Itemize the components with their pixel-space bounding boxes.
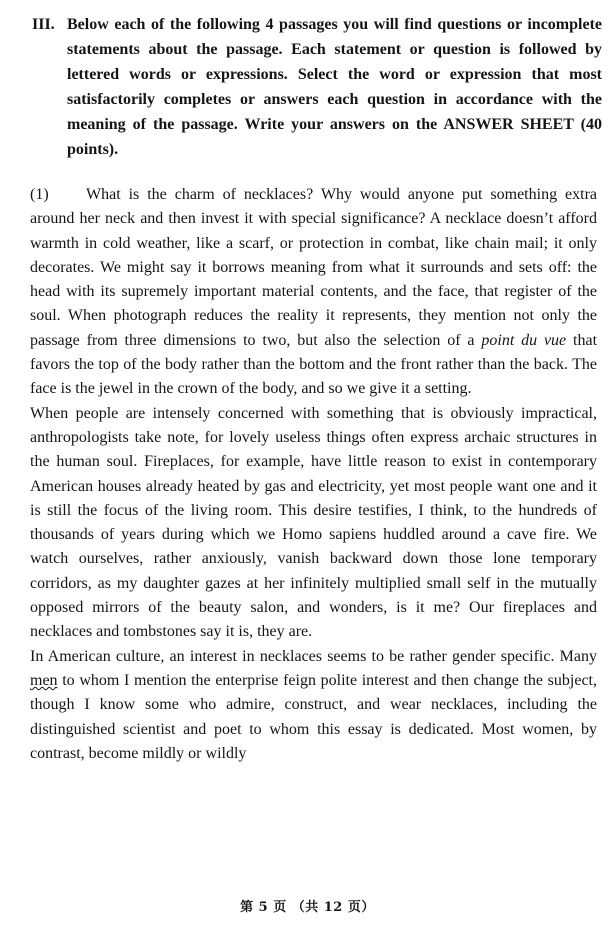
paragraph-3 — [30, 645, 597, 766]
instructions-text: Below each of the following 4 passages you will find questions or incomplete statements about the passage. Each statement or question is followed by lettered words or expressions. Select the word or expression that most satisfactorily completes or answers each question in accordance with the meaning of the passage. Write your answers on the ANSWER SHEET (40 points). — [67, 16, 602, 158]
section-instructions — [32, 12, 602, 162]
section-number: III. — [32, 16, 55, 33]
page-footer: 第 5 页 （共 12 页） — [240, 900, 375, 915]
paragraph-3-text-b: to whom I mention the enterprise feign polite interest and then change the subject, though I know some who admire, construct, and wear necklaces, including the distinguished scientist and poet to whom this essay is dedicated. Most women, by contrast, become mildly or wildly — [30, 671, 597, 762]
paragraph-1-text-a: What is the charm of necklaces? Why would anyone put something extra around her neck and then invest it with special significance? A necklace doesn’t afford warmth in cold weather, like a scarf, or protection in combat, like chain mail; it only decorates. We might say it borrows meaning from what it surrounds and sets off: the head with its supremely important material contents, and the face, that register of the soul. When photograph reduces the reality it represents, they mention not only the passage from three dimensions to two, but also the selection of a — [30, 186, 597, 349]
passage-1 — [30, 183, 597, 766]
paragraph-1-text-b: that favors the top of the body rather than the bottom and the front rather than the back. The face is the jewel in the crown of the body, and so we give it a setting. — [30, 331, 598, 398]
marked-word: men — [30, 671, 58, 689]
paragraph-1 — [30, 183, 597, 402]
passage-label: (1) — [30, 186, 49, 203]
paragraph-3-text-a: In American culture, an interest in necklaces seems to be rather gender specific. Many — [30, 647, 597, 665]
italic-phrase: point du vue — [481, 331, 567, 349]
paragraph-2: When people are intensely concerned with something that is obviously impractical, anthropologists take note, for lovely useless things often express archaic structures in the human soul. Fireplaces, for example, have little reason to exist in contemporary American houses already heated by gas and electricity, yet most people want one and it is still the focus of the living room. This desire testifies, I think, to the hundreds of thousands of years during which we Homo sapiens huddled around a cave fire. We watch ourselves, rather anxiously, vanish backward down those lone temporary corridors, as my daughter gazes at her infinitely multiplied small self in the mutually opposed mirrors of the beauty salon, and wonders, is it me? Our fireplaces and necklaces and tombstones say it is, they are. — [30, 404, 597, 641]
